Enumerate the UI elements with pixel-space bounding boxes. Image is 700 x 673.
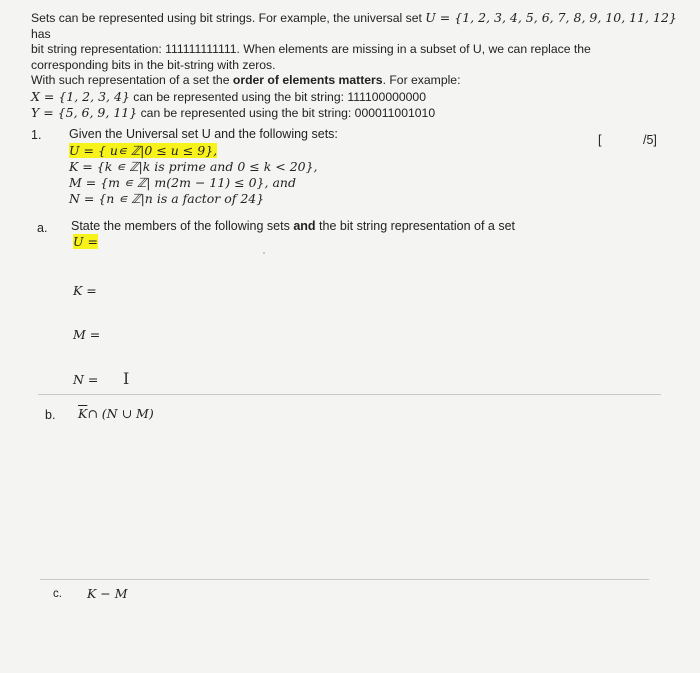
example-y-bits: can be represented using the bit string: 000011001010 — [137, 106, 436, 120]
intro-line-4 — [31, 73, 681, 89]
marks-bracket: [ — [598, 133, 602, 147]
answer-n[interactable]: N = — [73, 372, 99, 387]
marks-total: /5] — [643, 133, 657, 147]
intro-line-4-end: . For example: — [382, 73, 461, 87]
answer-k[interactable]: K = — [73, 283, 97, 298]
part-c-label: c. — [53, 588, 62, 600]
part-b-expression-rest: ∩ (N ∪ M) — [87, 406, 154, 421]
intro-line-4-text: With such representation of a set the — [31, 73, 233, 87]
intro-line-2: bit string representation: 111111111111. When elements are missing in a subset of U, we can replace the — [31, 42, 591, 56]
example-y-set: Y = {5, 6, 9, 11} — [31, 105, 138, 120]
part-b-label: b. — [45, 408, 56, 422]
k-complement: $\overline{K}$ — [78, 406, 88, 421]
intro-line-1 — [31, 10, 681, 42]
part-b-expression — [78, 406, 154, 421]
set-u-highlight: U = { u∊ ℤ|0 ≤ u ≤ 9}, — [69, 143, 218, 158]
text-cursor-icon: I — [123, 369, 130, 388]
part-a-text-2: the bit string representation of a set — [315, 219, 515, 233]
part-a-label: a. — [37, 221, 48, 235]
set-u-definition — [69, 143, 217, 158]
intro-line-1-end: has — [31, 26, 51, 41]
intro-line-3: corresponding bits in the bit-string with zeros. — [31, 57, 276, 72]
example-x-set: X = {1, 2, 3, 4} — [31, 88, 130, 104]
universal-set-example: U = {1, 2, 3, 4, 5, 6, 7, 8, 9, 10, 11, 12} — [425, 10, 677, 25]
part-a-instructions — [71, 219, 515, 233]
question-text: Given the Universal set U and the following sets: — [69, 127, 338, 141]
divider-line-2 — [40, 579, 649, 580]
answer-u[interactable] — [73, 234, 98, 249]
set-n-definition: N = {n ∊ ℤ|n is a factor of 24} — [69, 191, 265, 206]
question-number: 1. — [31, 128, 42, 142]
divider-line-1 — [38, 394, 661, 395]
part-c-expression: K − M — [87, 586, 128, 601]
intro-line-1-text: Sets can be represented using bit strings. For example, the universal set — [31, 11, 426, 25]
example-y — [31, 105, 681, 122]
answer-u-label: U = — [73, 234, 98, 249]
set-m-definition: M = {m ∊ ℤ| m(2m − 11) ≤ 0}, and — [69, 175, 296, 190]
part-a-emphasis: and — [293, 219, 316, 233]
intro-paragraph — [31, 10, 681, 122]
set-k-definition: K = {k ∊ ℤ|k is prime and 0 ≤ k < 20}, — [69, 159, 318, 174]
intro-emphasis: order of elements matters — [232, 73, 383, 87]
part-a-text-1: State the members of the following sets — [71, 219, 294, 233]
example-x-bits: can be represented using the bit string: 111100000000 — [129, 89, 426, 104]
example-x — [31, 89, 681, 106]
answer-m[interactable]: M = — [73, 327, 101, 342]
stray-mark — [263, 252, 265, 254]
